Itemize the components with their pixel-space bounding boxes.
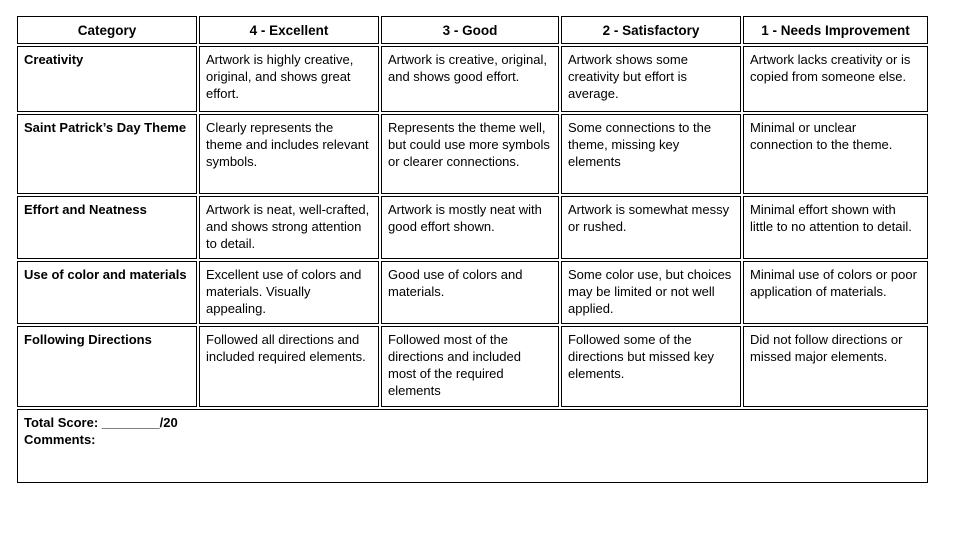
- category-cell: Use of color and materials: [17, 261, 197, 324]
- header-excellent: 4 - Excellent: [199, 16, 379, 44]
- footer-row: [17, 409, 928, 483]
- level-cell: Followed all directions and included required elements.: [199, 326, 379, 407]
- table-row-color-materials: [17, 261, 928, 324]
- category-cell: Creativity: [17, 46, 197, 112]
- category-cell: Following Directions: [17, 326, 197, 407]
- footer-cell: [17, 409, 928, 483]
- level-cell: Minimal use of colors or poor application of materials.: [743, 261, 928, 324]
- level-cell: Excellent use of colors and materials. Visually appealing.: [199, 261, 379, 324]
- rubric-table: [15, 14, 930, 485]
- header-satisfactory: 2 - Satisfactory: [561, 16, 741, 44]
- level-cell: Artwork is somewhat messy or rushed.: [561, 196, 741, 259]
- table-row-theme: [17, 114, 928, 194]
- level-cell: Some color use, but choices may be limited or not well applied.: [561, 261, 741, 324]
- level-cell: Minimal effort shown with little to no attention to detail.: [743, 196, 928, 259]
- table-row-effort: [17, 196, 928, 259]
- level-cell: Artwork is mostly neat with good effort shown.: [381, 196, 559, 259]
- level-cell: Clearly represents the theme and includes relevant symbols.: [199, 114, 379, 194]
- header-needs-improvement: 1 - Needs Improvement: [743, 16, 928, 44]
- level-cell: Artwork is neat, well-crafted, and shows strong attention to detail.: [199, 196, 379, 259]
- comments-label: Comments:: [24, 432, 96, 447]
- level-cell: Followed most of the directions and included most of the required elements: [381, 326, 559, 407]
- header-row: [17, 16, 928, 44]
- level-cell: Artwork lacks creativity or is copied from someone else.: [743, 46, 928, 112]
- table-row-creativity: [17, 46, 928, 112]
- level-cell: Represents the theme well, but could use more symbols or clearer connections.: [381, 114, 559, 194]
- level-cell: Minimal or unclear connection to the theme.: [743, 114, 928, 194]
- category-cell: Effort and Neatness: [17, 196, 197, 259]
- table-row-directions: [17, 326, 928, 407]
- level-cell: Some connections to the theme, missing key elements: [561, 114, 741, 194]
- level-cell: Good use of colors and materials.: [381, 261, 559, 324]
- category-cell: Saint Patrick’s Day Theme: [17, 114, 197, 194]
- level-cell: Did not follow directions or missed major elements.: [743, 326, 928, 407]
- level-cell: Artwork is creative, original, and shows good effort.: [381, 46, 559, 112]
- level-cell: Artwork is highly creative, original, and shows great effort.: [199, 46, 379, 112]
- level-cell: Artwork shows some creativity but effort is average.: [561, 46, 741, 112]
- header-category: Category: [17, 16, 197, 44]
- total-score-label: Total Score: ________/20: [24, 415, 178, 430]
- level-cell: Followed some of the directions but missed key elements.: [561, 326, 741, 407]
- header-good: 3 - Good: [381, 16, 559, 44]
